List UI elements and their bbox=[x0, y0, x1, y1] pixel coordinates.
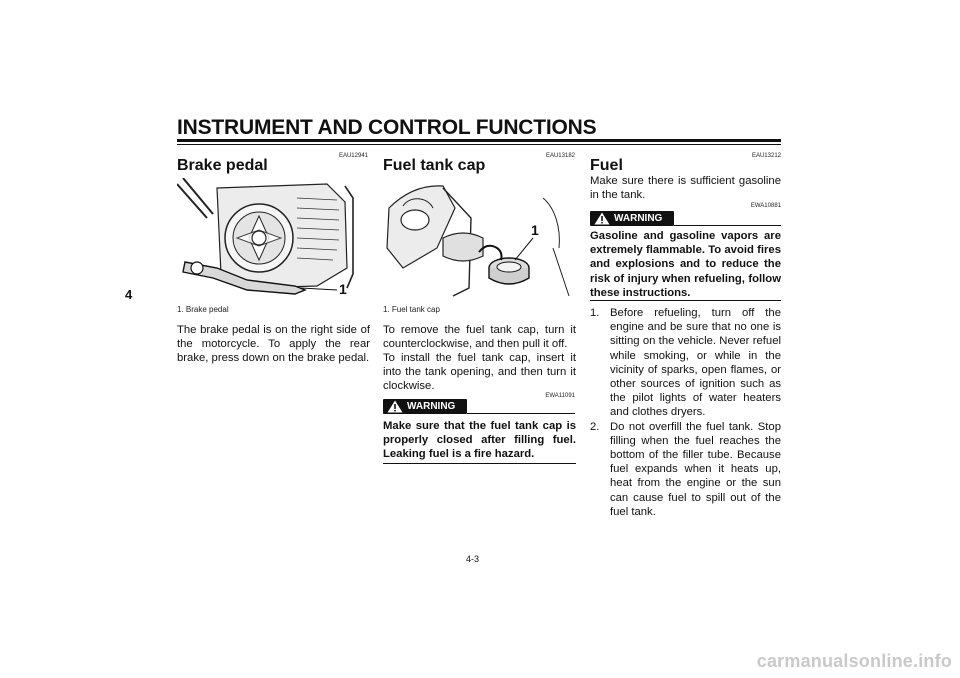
warning-label: WARNING bbox=[614, 213, 663, 224]
warning-end-rule bbox=[383, 463, 576, 464]
fuel-tank-cap-figure bbox=[383, 178, 575, 297]
warning-label: WARNING bbox=[407, 401, 456, 412]
warning-rule bbox=[674, 225, 781, 226]
section-heading-fuel-tank-cap: Fuel tank cap bbox=[383, 157, 486, 174]
warning-rule bbox=[467, 413, 575, 414]
brake-pedal-figure bbox=[177, 178, 369, 297]
body-paragraph: To remove the fuel tank cap, turn it counterclockwise, and then pull it off. bbox=[383, 324, 576, 351]
warning-code: EWA11091 bbox=[545, 393, 575, 399]
watermark: carmanualsonline.info bbox=[756, 651, 952, 671]
header-rule bbox=[177, 139, 781, 142]
warning-text: Make sure that the fuel tank cap is properly closed after filling fuel. Leaking fuel is a fire hazard. bbox=[383, 420, 576, 461]
chapter-tab: 4 bbox=[125, 287, 133, 302]
page-header-title: INSTRUMENT AND CONTROL FUNCTIONS bbox=[177, 116, 597, 139]
body-paragraph: The brake pedal is on the right side of the motorcycle. To apply the rear brake, press down on the brake pedal. bbox=[177, 324, 370, 365]
section-heading-brake-pedal: Brake pedal bbox=[177, 157, 268, 174]
list-item bbox=[590, 306, 781, 420]
figure-caption: 1. Fuel tank cap bbox=[383, 305, 440, 314]
refuel-steps-list bbox=[590, 306, 781, 519]
header-rule-thin bbox=[177, 144, 781, 145]
warning-badge bbox=[590, 211, 674, 226]
warning-end-rule bbox=[590, 300, 781, 301]
section-code: EAU13182 bbox=[545, 153, 575, 159]
warning-code: EWA10881 bbox=[750, 203, 781, 209]
list-item bbox=[590, 420, 781, 519]
section-heading-fuel: Fuel bbox=[590, 157, 623, 174]
warning-triangle-icon bbox=[387, 400, 403, 413]
intro-paragraph: Make sure there is sufficient gasoline in the tank. bbox=[590, 175, 781, 202]
list-item-number: 2. bbox=[590, 420, 600, 433]
warning-badge bbox=[383, 399, 467, 414]
list-item-number: 1. bbox=[590, 307, 600, 319]
warning-triangle-icon bbox=[594, 212, 610, 225]
list-item-text: Before refueling, turn off the engine and be sure that no one is sitting on the vehicle. Never refuel while smoking, or while in the vicinity of sparks, open flames, or other sources of ignition such as the pilot lights of water heaters and clothes dryers. bbox=[610, 307, 781, 419]
figure-caption: 1. Brake pedal bbox=[177, 305, 229, 314]
warning-text: Gasoline and gasoline vapors are extremely flammable. To avoid fires and explosions and to reduce the risk of injury when refueling, follow these instructions. bbox=[590, 230, 781, 299]
section-code: EAU12941 bbox=[338, 153, 368, 159]
figure-callout: 1 bbox=[339, 281, 347, 297]
page-number: 4-3 bbox=[466, 554, 480, 564]
list-item-text: Do not overfill the fuel tank. Stop filling when the fuel reaches the bottom of the filler tube. Because fuel expands when it heats up, heat from the engine or the sun can cause fuel to spill out of the fuel tank. bbox=[610, 420, 781, 518]
section-code: EAU13212 bbox=[751, 153, 781, 159]
body-paragraph: To install the fuel tank cap, insert it into the tank opening, and then turn it clockwise. bbox=[383, 352, 576, 393]
figure-callout: 1 bbox=[531, 222, 539, 238]
